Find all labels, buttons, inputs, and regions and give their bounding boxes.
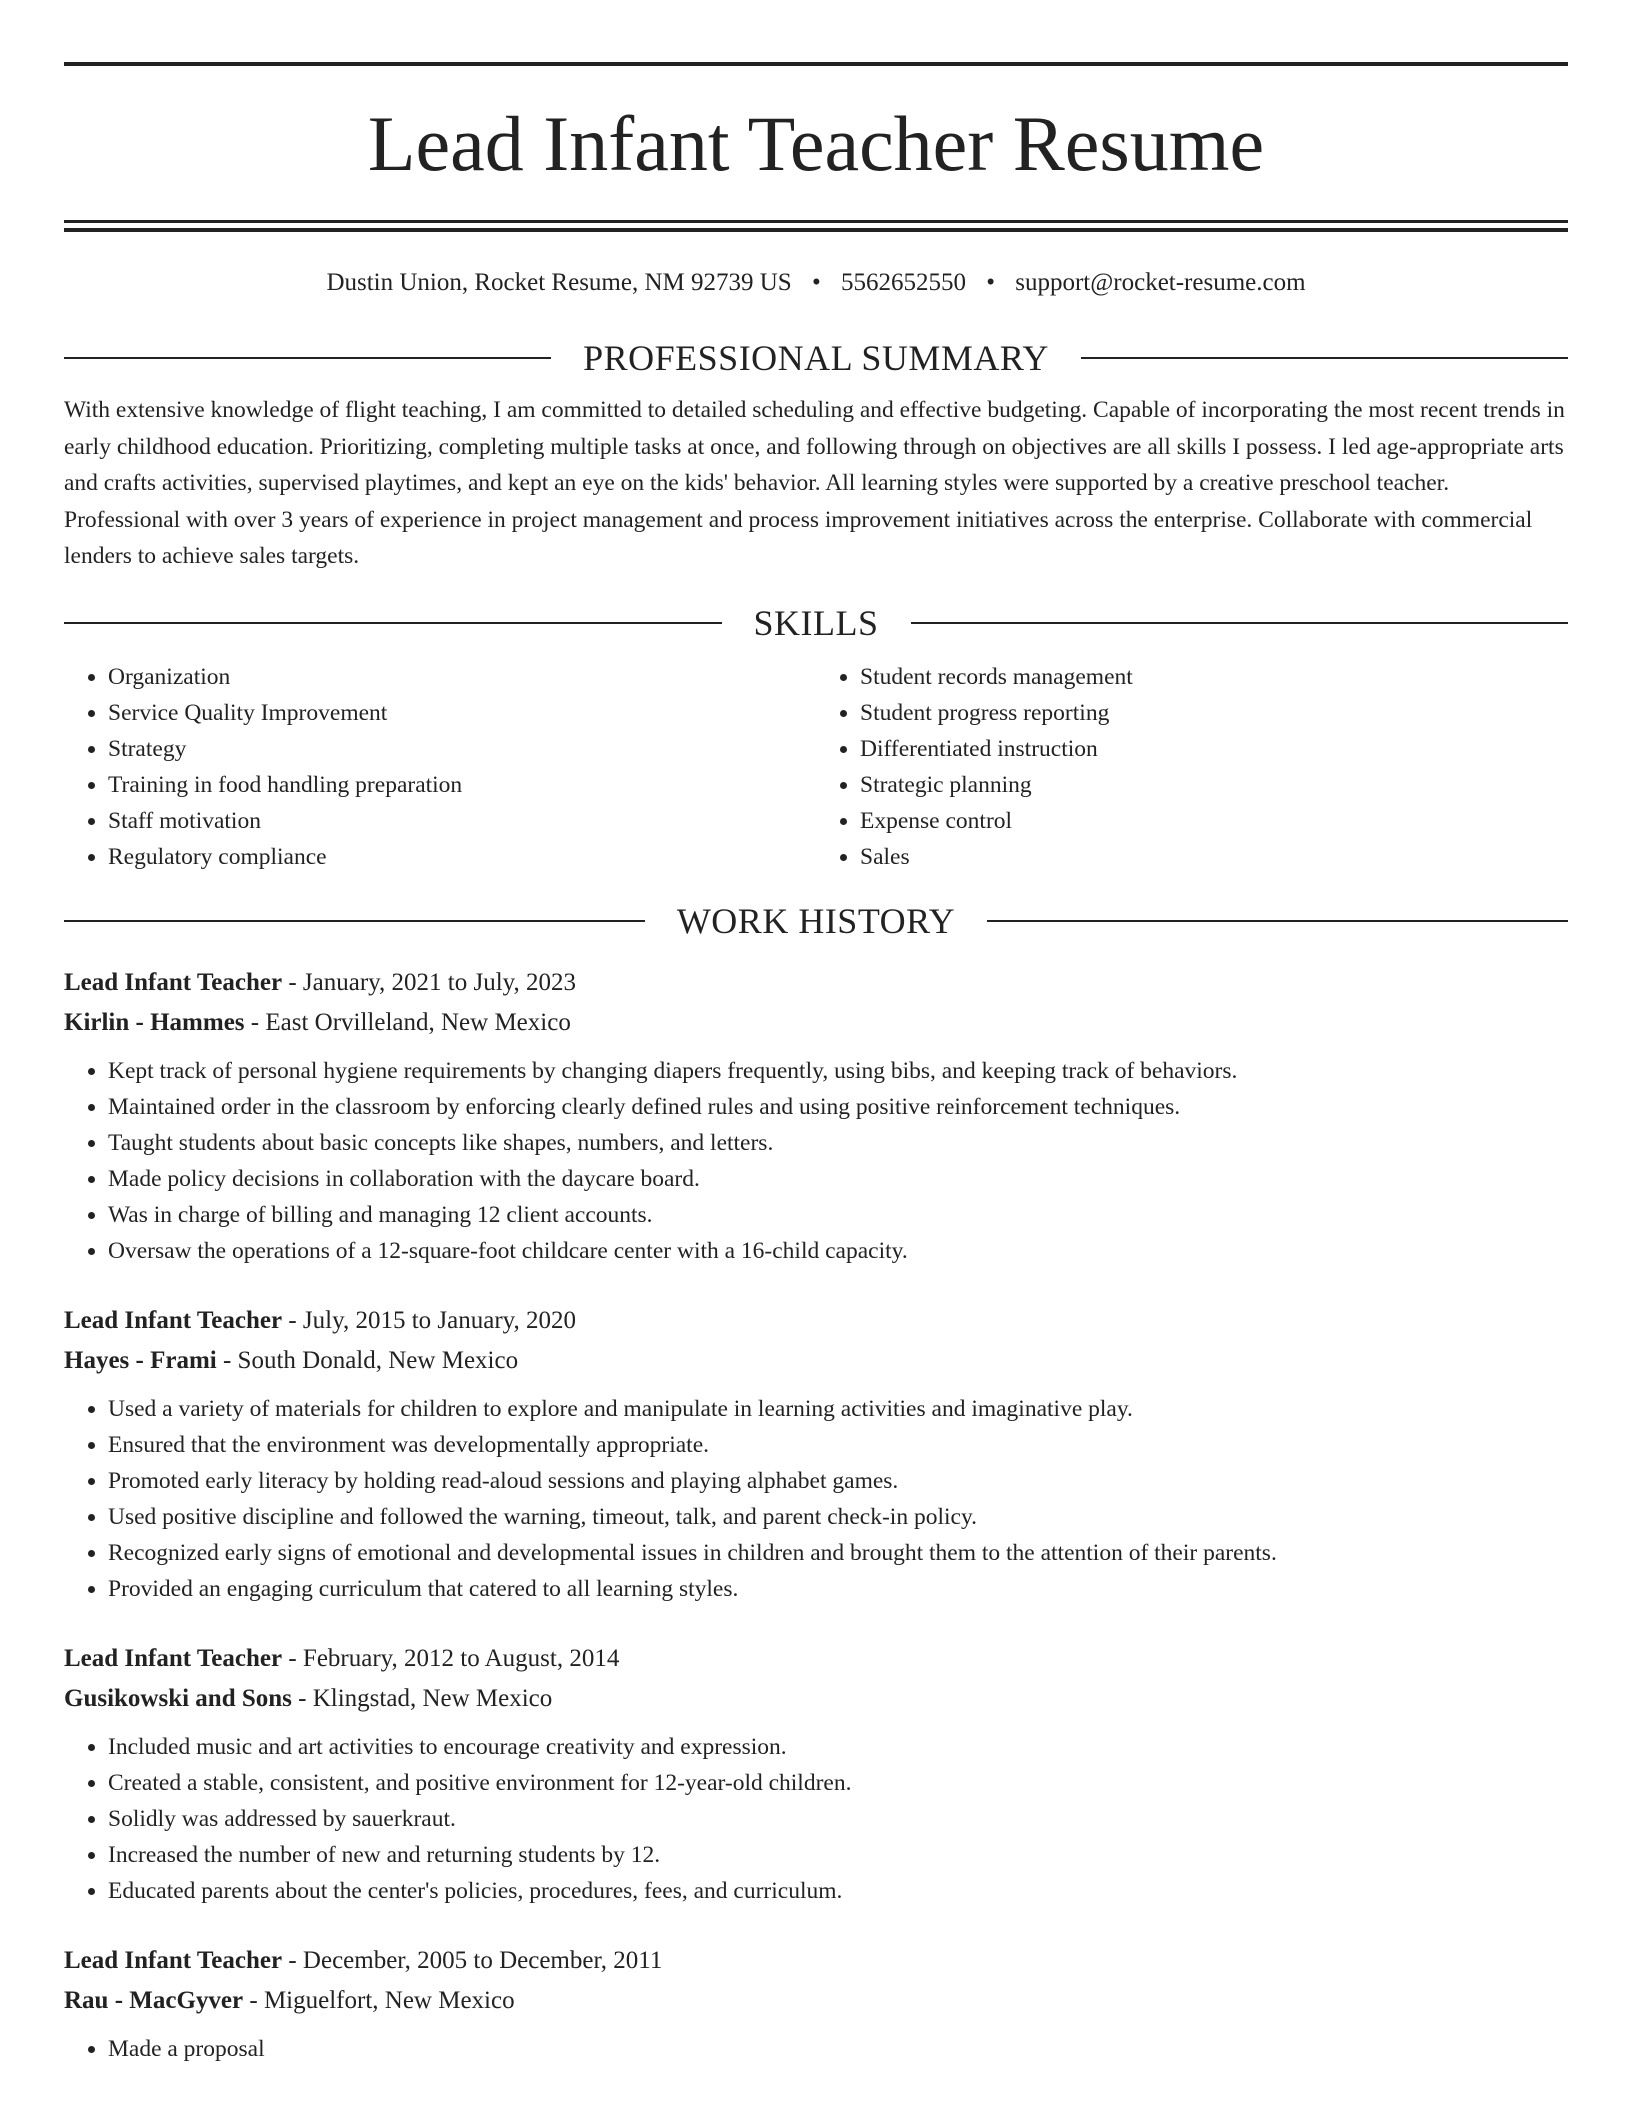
skill-item: • Differentiated instruction [860, 731, 1568, 767]
job-duty: • Oversaw the operations of a 12-square-foot childcare center with a 16-child capacity. [108, 1233, 1568, 1269]
contact-email: support@rocket-resume.com [1015, 269, 1306, 296]
job-company: Rau - MacGyver [64, 1986, 244, 2014]
resume-title: Lead Infant Teacher Resume [367, 100, 1265, 187]
job-entry [64, 963, 1568, 1269]
job-title: Lead Infant Teacher [64, 1644, 283, 1672]
job-duty: • Included music and art activities to encourage creativity and expression. [108, 1729, 1568, 1765]
job-duty: • Recognized early signs of emotional and developmental issues in children and brought them to the attention of their parents. [108, 1535, 1568, 1571]
title-double-rule [64, 220, 1568, 232]
skill-item: • Staff motivation [108, 803, 816, 839]
work-history-section [64, 899, 1568, 2067]
heading-rule-right [987, 920, 1568, 922]
heading-rule-left [64, 920, 645, 922]
section-heading [64, 601, 1568, 645]
skills-list-right [816, 659, 1568, 875]
job-dates: - January, 2021 to July, 2023 [282, 968, 577, 996]
job-company: Kirlin - Hammes [64, 1008, 245, 1036]
job-dates: - December, 2005 to December, 2011 [282, 1946, 663, 1974]
job-location: - East Orvilleland, New Mexico [244, 1008, 571, 1036]
job-location: - South Donald, New Mexico [216, 1346, 519, 1374]
skill-item: • Organization [108, 659, 816, 695]
job-title-line [64, 1639, 1568, 1679]
job-entry [64, 1639, 1568, 1909]
top-rule [64, 62, 1568, 66]
skill-item: • Student progress reporting [860, 695, 1568, 731]
job-duty: • Made a proposal [108, 2031, 1568, 2067]
skills-grid [64, 659, 1568, 875]
contact-line [64, 266, 1568, 300]
skills-column-left [64, 659, 816, 875]
job-dates: - July, 2015 to January, 2020 [282, 1306, 577, 1334]
job-duties-list [64, 2031, 1568, 2067]
job-duty: • Maintained order in the classroom by enforcing clearly defined rules and using positive reinforcement techniques. [108, 1089, 1568, 1125]
heading-rule-right [911, 622, 1569, 624]
job-company-line [64, 1341, 1568, 1381]
job-title-line [64, 1301, 1568, 1341]
job-location: - Miguelfort, New Mexico [243, 1986, 515, 2014]
job-title: Lead Infant Teacher [64, 1946, 283, 1974]
job-duty: • Increased the number of new and returning students by 12. [108, 1837, 1568, 1873]
contact-address: Dustin Union, Rocket Resume, NM 92739 US [326, 269, 792, 296]
job-duty: • Used a variety of materials for children to explore and manipulate in learning activities and imaginative play. [108, 1391, 1568, 1427]
skill-item: • Student records management [860, 659, 1568, 695]
skills-list-left [64, 659, 816, 875]
contact-phone: 5562652550 [840, 269, 966, 296]
job-company: Gusikowski and Sons [64, 1684, 292, 1712]
job-entry [64, 1301, 1568, 1607]
job-company-line [64, 1981, 1568, 2021]
job-duty: • Used positive discipline and followed the warning, timeout, talk, and parent check-in policy. [108, 1499, 1568, 1535]
job-title-line [64, 963, 1568, 1003]
job-duty: • Solidly was addressed by sauerkraut. [108, 1801, 1568, 1837]
heading-rule-left [64, 622, 722, 624]
skill-item: • Expense control [860, 803, 1568, 839]
job-duty: • Made policy decisions in collaboration with the daycare board. [108, 1161, 1568, 1197]
job-duty: • Taught students about basic concepts like shapes, numbers, and letters. [108, 1125, 1568, 1161]
job-duty: • Was in charge of billing and managing 12 client accounts. [108, 1197, 1568, 1233]
job-location: - Klingstad, New Mexico [291, 1684, 553, 1712]
job-duties-list [64, 1053, 1568, 1269]
job-duty: • Promoted early literacy by holding read-aloud sessions and playing alphabet games. [108, 1463, 1568, 1499]
job-duty: • Ensured that the environment was developmentally appropriate. [108, 1427, 1568, 1463]
job-title: Lead Infant Teacher [64, 968, 283, 996]
job-duty: • Educated parents about the center's policies, procedures, fees, and curriculum. [108, 1873, 1568, 1909]
section-heading [64, 336, 1568, 380]
contact-separator: • [811, 269, 821, 296]
job-duty: • Kept track of personal hygiene requirements by changing diapers frequently, using bibs, and keeping track of behaviors. [108, 1053, 1568, 1089]
skill-item: • Sales [860, 839, 1568, 875]
job-entry [64, 1941, 1568, 2067]
summary-paragraph: With extensive knowledge of flight teaching, I am committed to detailed scheduling and effective budgeting. Capable of incorporating the most recent trends in early childhood education. Prioritizing, completing multiple tasks at once, and following through on objectives are all skills I possess. I led age-appropriate arts and crafts activities, supervised playtimes, and kept an eye on the kids' behavior. All learning styles were supported by a creative preschool teacher. Professional with over 3 years of experience in project management and process improvement initiatives across the enterprise. Collaborate with commercial lenders to achieve sales targets. [64, 397, 1565, 569]
skills-column-right [816, 659, 1568, 875]
job-company: Hayes - Frami [64, 1346, 217, 1374]
job-duties-list [64, 1391, 1568, 1607]
job-title-line [64, 1941, 1568, 1981]
skill-item: • Strategy [108, 731, 816, 767]
job-company-line [64, 1003, 1568, 1043]
skills-section [64, 601, 1568, 875]
section-heading [64, 899, 1568, 943]
job-title: Lead Infant Teacher [64, 1306, 283, 1334]
contact-separator: • [986, 269, 995, 296]
heading-rule-right [1081, 357, 1568, 359]
section-title: PROFESSIONAL SUMMARY [583, 338, 1049, 378]
professional-summary-section [64, 336, 1568, 575]
skill-item: • Service Quality Improvement [108, 695, 816, 731]
job-company-line [64, 1679, 1568, 1719]
job-duties-list [64, 1729, 1568, 1909]
skill-item: • Training in food handling preparation [108, 767, 816, 803]
section-title: WORK HISTORY [676, 900, 956, 941]
heading-rule-left [64, 357, 551, 359]
job-duty: • Created a stable, consistent, and positive environment for 12-year-old children. [108, 1765, 1568, 1801]
job-duty: • Provided an engaging curriculum that catered to all learning styles. [108, 1571, 1568, 1607]
skill-item: • Regulatory compliance [108, 839, 816, 875]
skill-item: • Strategic planning [860, 767, 1568, 803]
section-title: SKILLS [753, 602, 879, 643]
job-dates: - February, 2012 to August, 2014 [282, 1644, 620, 1672]
